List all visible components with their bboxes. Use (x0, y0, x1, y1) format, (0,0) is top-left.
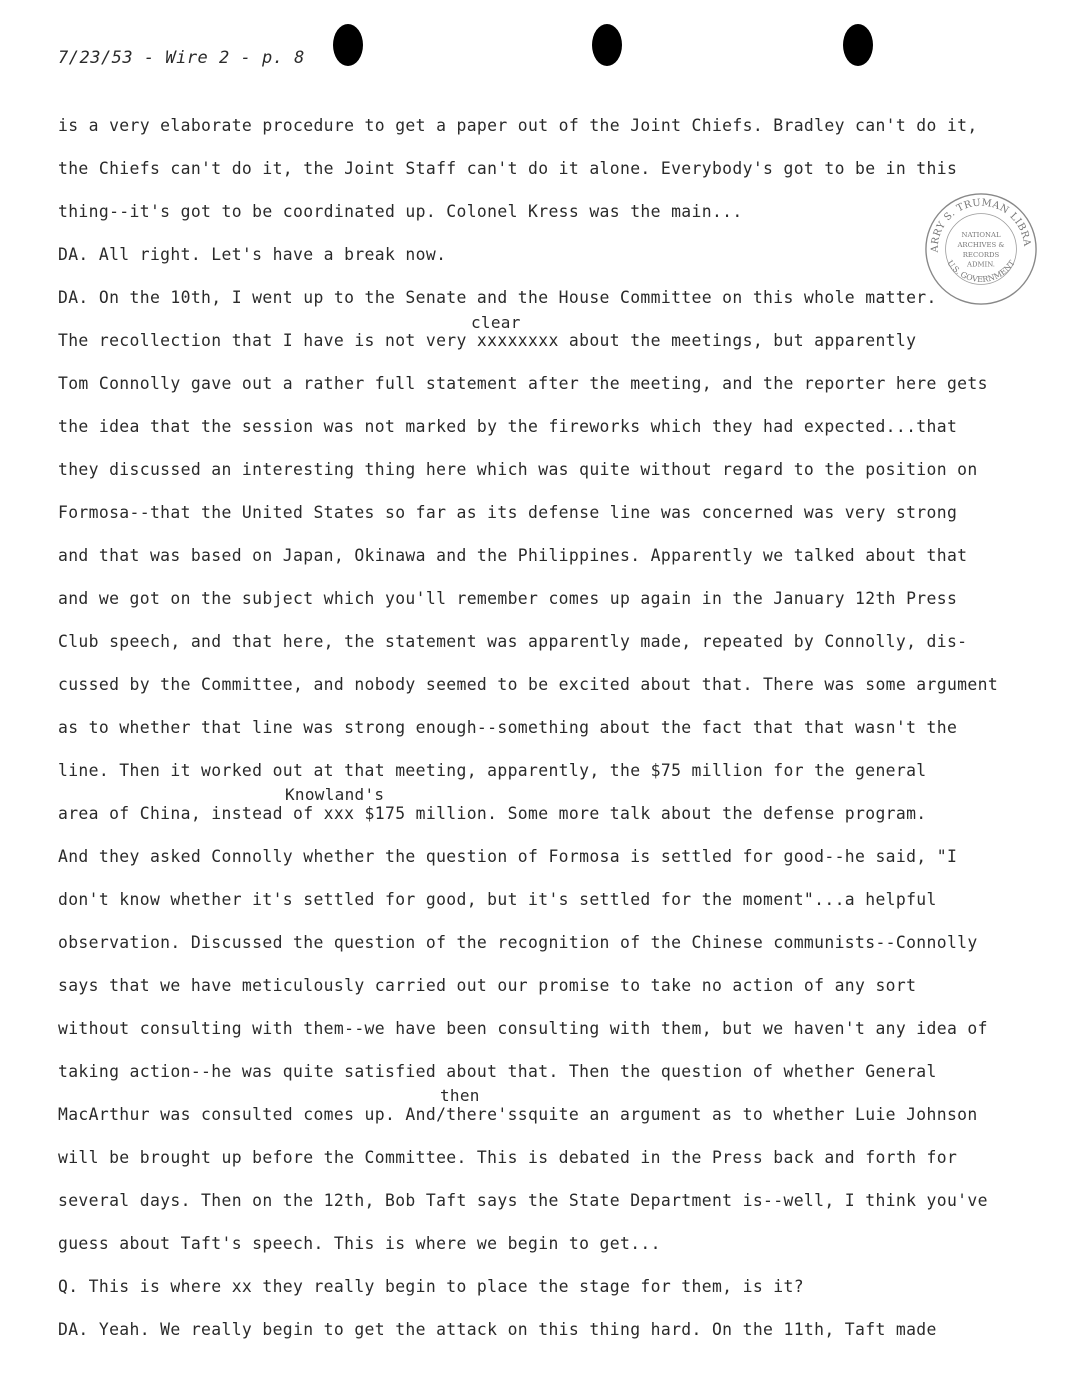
stamp-bottom-text: U.S. GOVERNMENT (945, 258, 1017, 285)
punch-hole (333, 24, 363, 66)
text-line: observation. Discussed the question of the recognition of the Chinese communists--Connolly (58, 933, 978, 952)
text-line: will be brought up before the Committee. This is debated in the Press back and forth for (58, 1148, 958, 1167)
stamp-line: RECORDS (962, 250, 1000, 259)
stamp-outer-text: ARRY S. TRUMAN LIBRA (929, 197, 1033, 253)
stamp-line: NATIONAL (961, 231, 1001, 240)
stamp-line: ADMIN. (967, 260, 995, 269)
text-line: DA. Yeah. We really begin to get the attack on this thing hard. On the 11th, Taft made (58, 1320, 937, 1339)
text-line: Q. This is where xx they really begin to place the stage for them, is it? (58, 1277, 804, 1296)
stamp-line: ARCHIVES & (957, 241, 1005, 250)
handwritten-insertion: Knowland's (285, 785, 385, 804)
text-line: thing--it's got to be coordinated up. Colonel Kress was the main... (58, 202, 743, 221)
text-line: area of China, instead of xxx $175 million. Some more talk about the defense program. (58, 804, 927, 823)
stamp-seal (922, 190, 1040, 308)
punch-hole (592, 24, 622, 66)
text-line: DA. All right. Let's have a break now. (58, 245, 447, 264)
text-line: Club speech, and that here, the statement was apparently made, repeated by Connolly, dis- (58, 632, 968, 651)
text-line: without consulting with them--we have been consulting with them, but we haven't any idea of (58, 1019, 988, 1038)
text-line: as to whether that line was strong enough--something about the fact that that wasn't the (58, 718, 958, 737)
text-line: and that was based on Japan, Okinawa and the Philippines. Apparently we talked about that (58, 546, 968, 565)
text-line: cussed by the Committee, and nobody seemed to be excited about that. There was some argument (58, 675, 999, 694)
text-line: Tom Connolly gave out a rather full statement after the meeting, and the reporter here gets (58, 374, 988, 393)
handwritten-insertion: then (440, 1086, 480, 1105)
text-line: guess about Taft's speech. This is where we begin to get... (58, 1234, 661, 1253)
text-line: line. Then it worked out at that meeting, apparently, the $75 million for the general (58, 761, 927, 780)
text-line: is a very elaborate procedure to get a paper out of the Joint Chiefs. Bradley can't do it, (58, 116, 978, 135)
text-line: DA. On the 10th, I went up to the Senate and the House Committee on this whole matter. (58, 288, 937, 307)
text-line: And they asked Connolly whether the question of Formosa is settled for good--he said, "I (58, 847, 958, 866)
punch-hole (843, 24, 873, 66)
text-line: MacArthur was consulted comes up. And/there'ssquite an argument as to whether Luie Johnson (58, 1105, 978, 1124)
text-line: several days. Then on the 12th, Bob Taft says the State Department is--well, I think you've (58, 1191, 988, 1210)
text-line: the Chiefs can't do it, the Joint Staff can't do it alone. Everybody's got to be in this (58, 159, 958, 178)
text-line: says that we have meticulously carried out our promise to take no action of any sort (58, 976, 917, 995)
text-line: taking action--he was quite satisfied about that. Then the question of whether General (58, 1062, 937, 1081)
page-header: 7/23/53 - Wire 2 - p. 8 (58, 48, 305, 68)
library-stamp (922, 190, 1040, 308)
text-line: The recollection that I have is not very xxxxxxxx about the meetings, but apparently (58, 331, 917, 350)
text-line: don't know whether it's settled for good, but it's settled for the moment"...a helpful (58, 890, 937, 909)
text-line: they discussed an interesting thing here which was quite without regard to the position on (58, 460, 978, 479)
text-line: the idea that the session was not marked by the fireworks which they had expected...that (58, 417, 958, 436)
text-line: and we got on the subject which you'll remember comes up again in the January 12th Press (58, 589, 958, 608)
text-line: Formosa--that the United States so far as its defense line was concerned was very strong (58, 503, 958, 522)
handwritten-insertion: clear (471, 313, 521, 332)
